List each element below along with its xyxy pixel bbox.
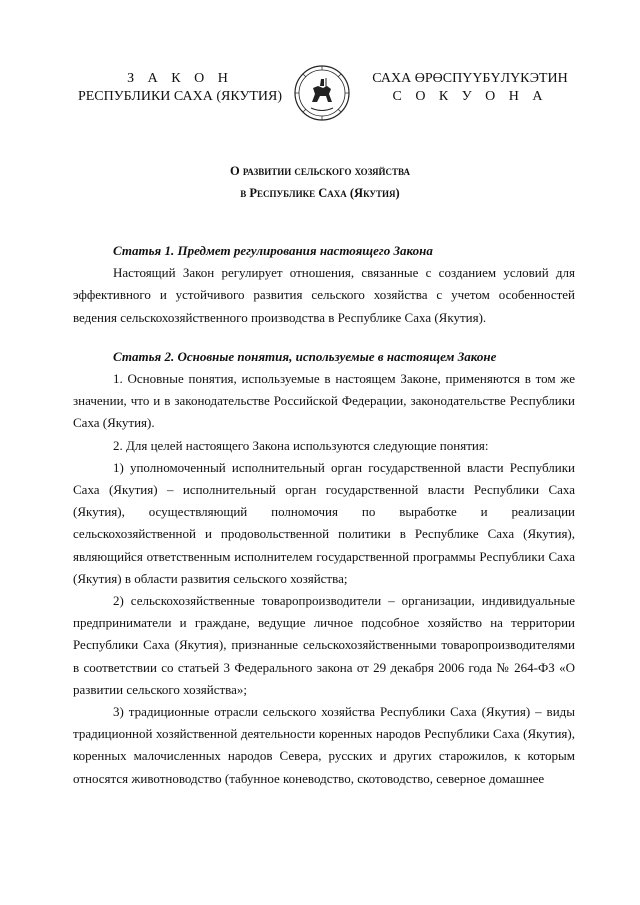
- law-title: [0, 160, 640, 204]
- article-2-paragraph-2: 2. Для целей настоящего Закона используются следующие понятия:: [113, 437, 489, 453]
- article-2-paragraph-3: 1) уполномоченный исполнительный орган государственной власти Республики Саха (Якутия) – исполнительный орган государственной власти Республики Саха (Якутия), осуществляющий полномочия по выработке и реализации сельскохозяйственной и продовольственной политики в Республике Саха (Якутия), являющийся ответственным исполнителем государственной программы Республики Саха (Якутия) в области развития сельского хозяйства;: [73, 459, 575, 586]
- section-spacer: [73, 329, 575, 346]
- article-1-heading: Статья 1. Предмет регулирования настоящего Закона: [113, 243, 433, 258]
- header-left-block: [70, 70, 290, 106]
- article-1-paragraph: Настоящий Закон регулирует отношения, связанные с созданием условий для эффективного и устойчивого развития сельского хозяйства с учетом особенностей ведения сельскохозяйственного производства в Республике Саха (Якутия).: [73, 265, 575, 325]
- article-2-heading: Статья 2. Основные понятия, используемые в настоящем Законе: [113, 348, 497, 364]
- document-header: [0, 64, 640, 124]
- article-2-paragraph-5: 3) традиционные отрасли сельского хозяйства Республики Саха (Якутия) – виды традиционной хозяйственной деятельности коренных народов Республики Саха (Якутия), коренных малочисленных народов Севера, русских и других старожилов, к которым относятся животноводство (табунное коневодство, скотоводство, северное домашнее: [73, 704, 575, 786]
- header-right-title: САХА ӨРӨСПҮҮБҮЛҮКЭТИН: [372, 71, 568, 86]
- article-2-paragraph-1: 1. Основные понятия, используемые в настоящем Законе, применяются в том же значении, что и в законодательстве Российской Федерации, законодательстве Республики Саха (Якутия).: [73, 371, 575, 431]
- law-title-line-2: в Республике Саха (Якутия): [240, 186, 400, 200]
- header-right-block: [365, 70, 575, 106]
- header-left-title: З А К О Н: [127, 71, 233, 86]
- article-2-paragraph-4: 2) сельскохозяйственные товаропроизводители – организации, индивидуальные предприниматели и граждане, ведущие личное подсобное хозяйство на территории Республики Саха (Якутия), признанные сельскохозяйственными товаропроизводителями в соответствии со статьей 3 Федерального закона от 29 декабря 2006 года № 264-ФЗ «О развитии сельского хозяйства»;: [73, 593, 575, 697]
- law-title-line-1: О развитии сельского хозяйства: [230, 164, 410, 178]
- header-right-subtitle: С О К У О Н А: [392, 89, 548, 104]
- header-left-subtitle: РЕСПУБЛИКИ САХА (ЯКУТИЯ): [77, 89, 283, 104]
- sakha-republic-coat-of-arms-icon: [293, 64, 351, 122]
- document-body: [73, 240, 575, 790]
